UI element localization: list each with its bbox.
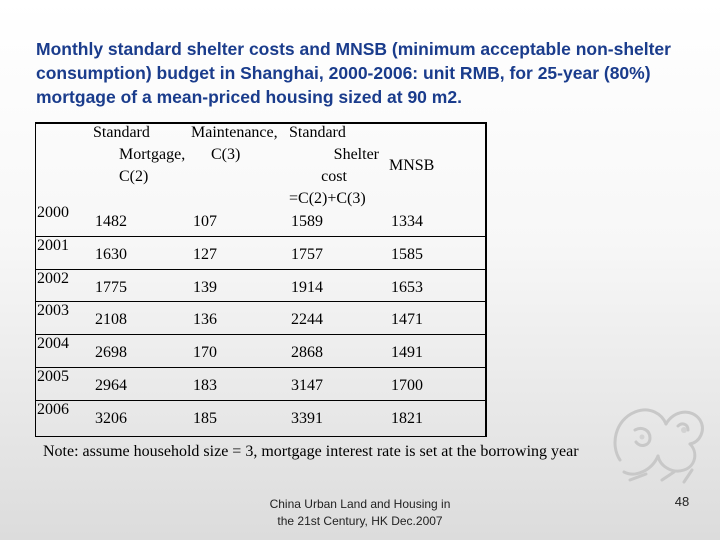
cell-mnsb: 1585 (391, 245, 423, 263)
footer-line-2: the 21st Century, HK Dec.2007 (277, 514, 443, 528)
row-divider (35, 400, 487, 401)
slide-title: Monthly standard shelter costs and MNSB (minimum acceptable non-shelter consumption) budget in Shanghai, 2000-2006: unit RMB, for 25-year (80%) mortgage of a mean-priced housing sized at 90 m2. (36, 39, 671, 107)
cell-maintenance: 127 (193, 245, 217, 263)
cell-mortgage: 3206 (95, 409, 127, 427)
row-divider (35, 236, 487, 237)
cost-table (35, 122, 487, 437)
row-divider (35, 367, 487, 368)
row-divider (35, 269, 487, 270)
header-shelter-line: =C(2)+C(3) (289, 190, 366, 207)
cell-year: 2000 (37, 204, 69, 221)
header-mortgage (93, 122, 185, 188)
cell-mortgage: 1775 (95, 278, 127, 296)
cell-shelter-cost: 2868 (291, 344, 323, 362)
header-shelter-cost (289, 122, 379, 210)
header-shelter-line: cost (321, 168, 347, 185)
header-maintenance-line: C(3) (211, 146, 241, 163)
header-shelter-line: Standard (289, 124, 346, 141)
cell-mnsb: 1821 (391, 409, 423, 427)
cell-shelter-cost: 2244 (291, 311, 323, 329)
cell-shelter-cost: 1914 (291, 278, 323, 296)
cell-year: 2004 (37, 335, 69, 353)
cell-maintenance: 136 (193, 311, 217, 329)
cell-mnsb: 1491 (391, 344, 423, 362)
cell-mortgage: 2698 (95, 344, 127, 362)
cell-mnsb: 1653 (391, 278, 423, 296)
cell-mortgage: 2108 (95, 311, 127, 329)
cell-shelter-cost: 1589 (291, 213, 323, 230)
table-note: Note: assume household size = 3, mortgage interest rate is set at the borrowing year (43, 443, 579, 460)
row-divider (35, 301, 487, 302)
cell-shelter-cost: 1757 (291, 245, 323, 263)
page-number: 48 (674, 494, 690, 509)
header-mnsb: MNSB (389, 157, 435, 174)
header-mortgage-line: C(2) (119, 168, 149, 185)
footer-source (230, 496, 490, 530)
row-divider (35, 334, 487, 335)
cell-mnsb: 1334 (391, 213, 423, 230)
dragon-emblem-icon (600, 390, 715, 490)
cell-mortgage: 1630 (95, 245, 127, 263)
header-maintenance (191, 122, 278, 166)
cell-year: 2002 (37, 269, 69, 287)
cell-mnsb: 1471 (391, 311, 423, 329)
header-mortgage-line: Mortgage, (119, 146, 186, 163)
header-maintenance-line: Maintenance, (191, 124, 278, 141)
cell-year: 2003 (37, 302, 69, 320)
cell-shelter-cost: 3391 (291, 409, 323, 427)
cell-maintenance: 183 (193, 377, 217, 394)
cell-mortgage: 2964 (95, 377, 127, 394)
cell-maintenance: 139 (193, 278, 217, 296)
header-shelter-line: Shelter (333, 146, 379, 163)
cell-mnsb: 1700 (391, 377, 423, 394)
cell-maintenance: 170 (193, 344, 217, 362)
header-mortgage-line: Standard (93, 124, 150, 141)
cell-maintenance: 107 (193, 213, 217, 230)
cell-year: 2006 (37, 400, 69, 418)
cell-shelter-cost: 3147 (291, 377, 323, 394)
footer-line-1: China Urban Land and Housing in (269, 497, 451, 511)
cell-mortgage: 1482 (95, 213, 127, 230)
cell-year: 2001 (37, 236, 69, 254)
cell-maintenance: 185 (193, 409, 217, 427)
cell-year: 2005 (37, 368, 69, 385)
